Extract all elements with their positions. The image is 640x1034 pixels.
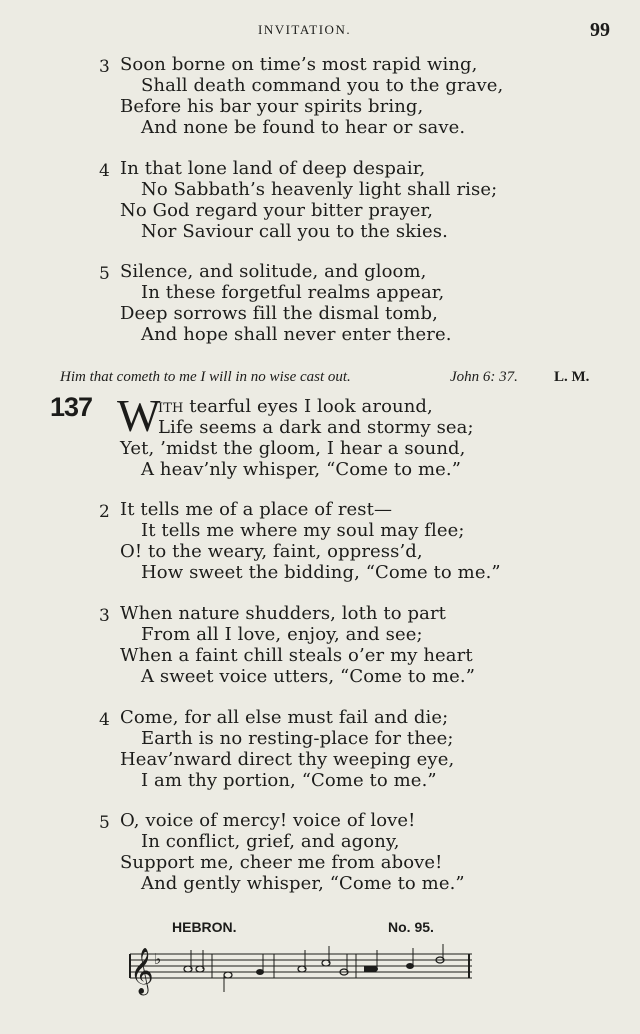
verse-line: I am thy portion, “Come to me.” [141, 770, 437, 791]
verse-line: Shall death command you to the grave, [141, 75, 504, 96]
verse-line: O! to the weary, faint, oppress’d, [120, 541, 423, 562]
verse-line: Support me, cheer me from above! [120, 852, 443, 873]
verse-line: Come, for all else must fail and die; [120, 707, 449, 728]
verse-line: It tells me where my soul may flee; [141, 520, 465, 541]
running-head [0, 19, 640, 42]
verse-line: Yet, ’midst the gloom, I hear a sound, [120, 438, 466, 459]
verse-line: When a faint chill steals o’er my heart [120, 645, 473, 666]
hymn-number: 137 [50, 392, 93, 422]
verse-number: 2 [99, 502, 110, 522]
verse-number: 4 [99, 710, 110, 730]
scripture-text: Him that cometh to me I will in no wise cast out. [60, 369, 351, 385]
verse-line: In these forgetful realms appear, [141, 282, 445, 303]
tune-name: HEBRON. [172, 919, 237, 935]
first-word-rest: ith [158, 396, 184, 417]
verse-line: Deep sorrows fill the dismal tomb, [120, 303, 438, 324]
svg-text:𝄞: 𝄞 [130, 948, 154, 994]
verse-line: And hope shall never enter there. [141, 324, 452, 345]
verse-line: In that lone land of deep despair, [120, 158, 426, 179]
verse-line: No God regard your bitter prayer, [120, 200, 434, 221]
verse-line: In conflict, grief, and agony, [141, 831, 400, 852]
page-number: 99 [590, 19, 610, 41]
verse-line: It tells me of a place of rest— [120, 499, 393, 520]
verse-line: How sweet the bidding, “Come to me.” [141, 562, 501, 583]
tune-reference: No. 95. [388, 919, 434, 935]
verse-line: And gently whisper, “Come to me.” [141, 873, 465, 894]
verse-line: When nature shudders, loth to part [120, 603, 447, 624]
verse-line: Silence, and solitude, and gloom, [120, 261, 427, 282]
verse-number: 5 [99, 813, 110, 833]
scripture-reference: John 6: 37. [450, 369, 518, 385]
verse-line: A heav’nly whisper, “Come to me.” [141, 459, 462, 480]
verse-line: No Sabbath’s heavenly light shall rise; [141, 179, 498, 200]
verse-number: 3 [99, 57, 110, 77]
verse-number: 3 [99, 606, 110, 626]
svg-text:♭: ♭ [154, 950, 162, 968]
verse-line: A sweet voice utters, “Come to me.” [141, 666, 476, 687]
verse-line: O, voice of mercy! voice of love! [120, 810, 416, 831]
music-staff-icon [124, 940, 476, 1000]
first-line-rest: tearful eyes I look around, [183, 396, 433, 417]
verse-number: 4 [99, 161, 110, 181]
meter: L. M. [554, 369, 590, 385]
verse-line: And none be found to hear or save. [141, 117, 466, 138]
verse-first-line [158, 397, 433, 417]
verse-line: Earth is no resting-place for thee; [141, 728, 454, 749]
verse-line: Life seems a dark and stormy sea; [158, 417, 474, 438]
drop-cap: W [117, 390, 161, 441]
running-head-title: INVITATION. [258, 22, 352, 37]
verse-number: 5 [99, 264, 110, 284]
hymn-heading [0, 369, 640, 389]
verse-line: Nor Saviour call you to the skies. [141, 221, 448, 242]
verse-line: Heav’nward direct thy weeping eye, [120, 749, 455, 770]
verse-line: From all I love, enjoy, and see; [141, 624, 423, 645]
verse-line: Before his bar your spirits bring, [120, 96, 424, 117]
verse-line: Soon borne on time’s most rapid wing, [120, 54, 478, 75]
